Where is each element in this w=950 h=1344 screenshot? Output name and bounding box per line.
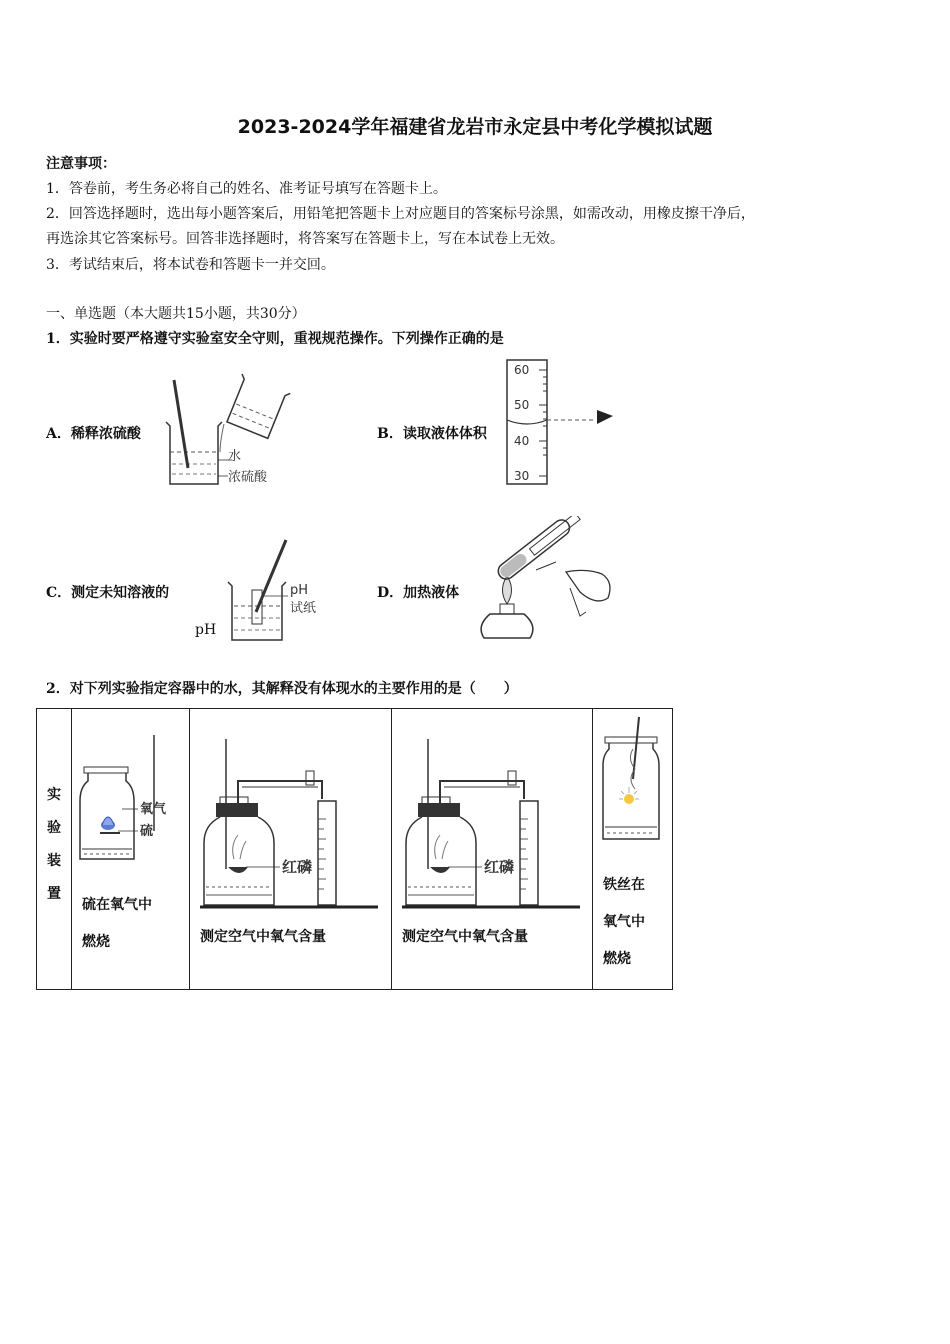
read-volume-figure xyxy=(505,358,617,486)
q1-option-b[interactable]: B．读取液体体积 xyxy=(377,426,487,442)
heat-liquid-figure xyxy=(470,516,618,644)
fig-label-water: 水 xyxy=(228,449,242,464)
option-d-cell[interactable] xyxy=(593,709,673,990)
q1-option-c-ph: pH xyxy=(195,622,217,638)
notice-item-2-cont: 再选涂其它答案标号。回答非选择题时，将答案写在答题卡上，写在本试卷上无效。 xyxy=(46,231,564,247)
notice-heading: 注意事项： xyxy=(46,156,116,172)
caption-d: 铁丝在 氧气中 燃烧 xyxy=(603,877,645,967)
q2-table xyxy=(36,708,673,990)
sulfur-burning-figure xyxy=(72,709,189,889)
dilute-acid-figure xyxy=(162,372,297,488)
fig-label-acid: 浓硫酸 xyxy=(228,470,268,485)
fig-label-paper: 试纸 xyxy=(290,601,317,616)
page-title: 2023-2024学年福建省龙岩市永定县中考化学模拟试题 xyxy=(237,116,713,138)
scale-40: 40 xyxy=(514,434,530,448)
caption-a: 硫在氧气中 燃烧 xyxy=(82,897,152,950)
scale-30: 30 xyxy=(514,469,530,483)
option-b-cell[interactable] xyxy=(190,709,392,990)
notice-item-3: 3．考试结束后，将本试卷和答题卡一并交回。 xyxy=(46,257,335,273)
q2-stem: 2．对下列实验指定容器中的水，其解释没有体现水的主要作用的是（ ） xyxy=(46,681,518,697)
section-heading: 一、单选题（本大题共15小题，共30分） xyxy=(46,306,306,322)
row-header: 实 验 装 置 xyxy=(37,709,72,990)
option-c-cell[interactable] xyxy=(392,709,593,990)
q1-option-d[interactable]: D．加热液体 xyxy=(377,585,460,601)
caption-c: 测定空气中氧气含量 xyxy=(402,929,528,945)
fig-label-oxygen: 氧气 xyxy=(140,802,167,817)
notice-item-2: 2．回答选择题时，选出每小题答案后，用铅笔把答题卡上对应题目的答案标号涂黑，如需改动，用橡皮擦干净后， xyxy=(46,206,755,222)
phosphorus-figure-1 xyxy=(190,709,391,914)
iron-wire-figure xyxy=(593,709,672,859)
q1-stem: 1．实验时要严格遵守实验室安全守则，重视规范操作。下列操作正确的是 xyxy=(46,331,504,347)
fig-label-sulfur: 硫 xyxy=(140,824,154,839)
caption-b: 测定空气中氧气含量 xyxy=(200,929,326,945)
q1-option-a[interactable]: A．稀释浓硫酸 xyxy=(46,426,141,442)
fig-label-red-phosphorus: 红磷 xyxy=(484,858,515,876)
option-a-cell[interactable] xyxy=(72,709,190,990)
fig-label-red-phosphorus: 红磷 xyxy=(282,858,313,876)
phosphorus-figure-2 xyxy=(392,709,592,914)
q1-option-c[interactable]: C．测定未知溶液的 xyxy=(46,585,170,601)
notice-item-1: 1．答卷前，考生务必将自己的姓名、准考证号填写在答题卡上。 xyxy=(46,181,447,197)
fig-label-ph: pH xyxy=(290,583,309,598)
scale-50: 50 xyxy=(514,398,530,412)
scale-60: 60 xyxy=(514,363,530,377)
